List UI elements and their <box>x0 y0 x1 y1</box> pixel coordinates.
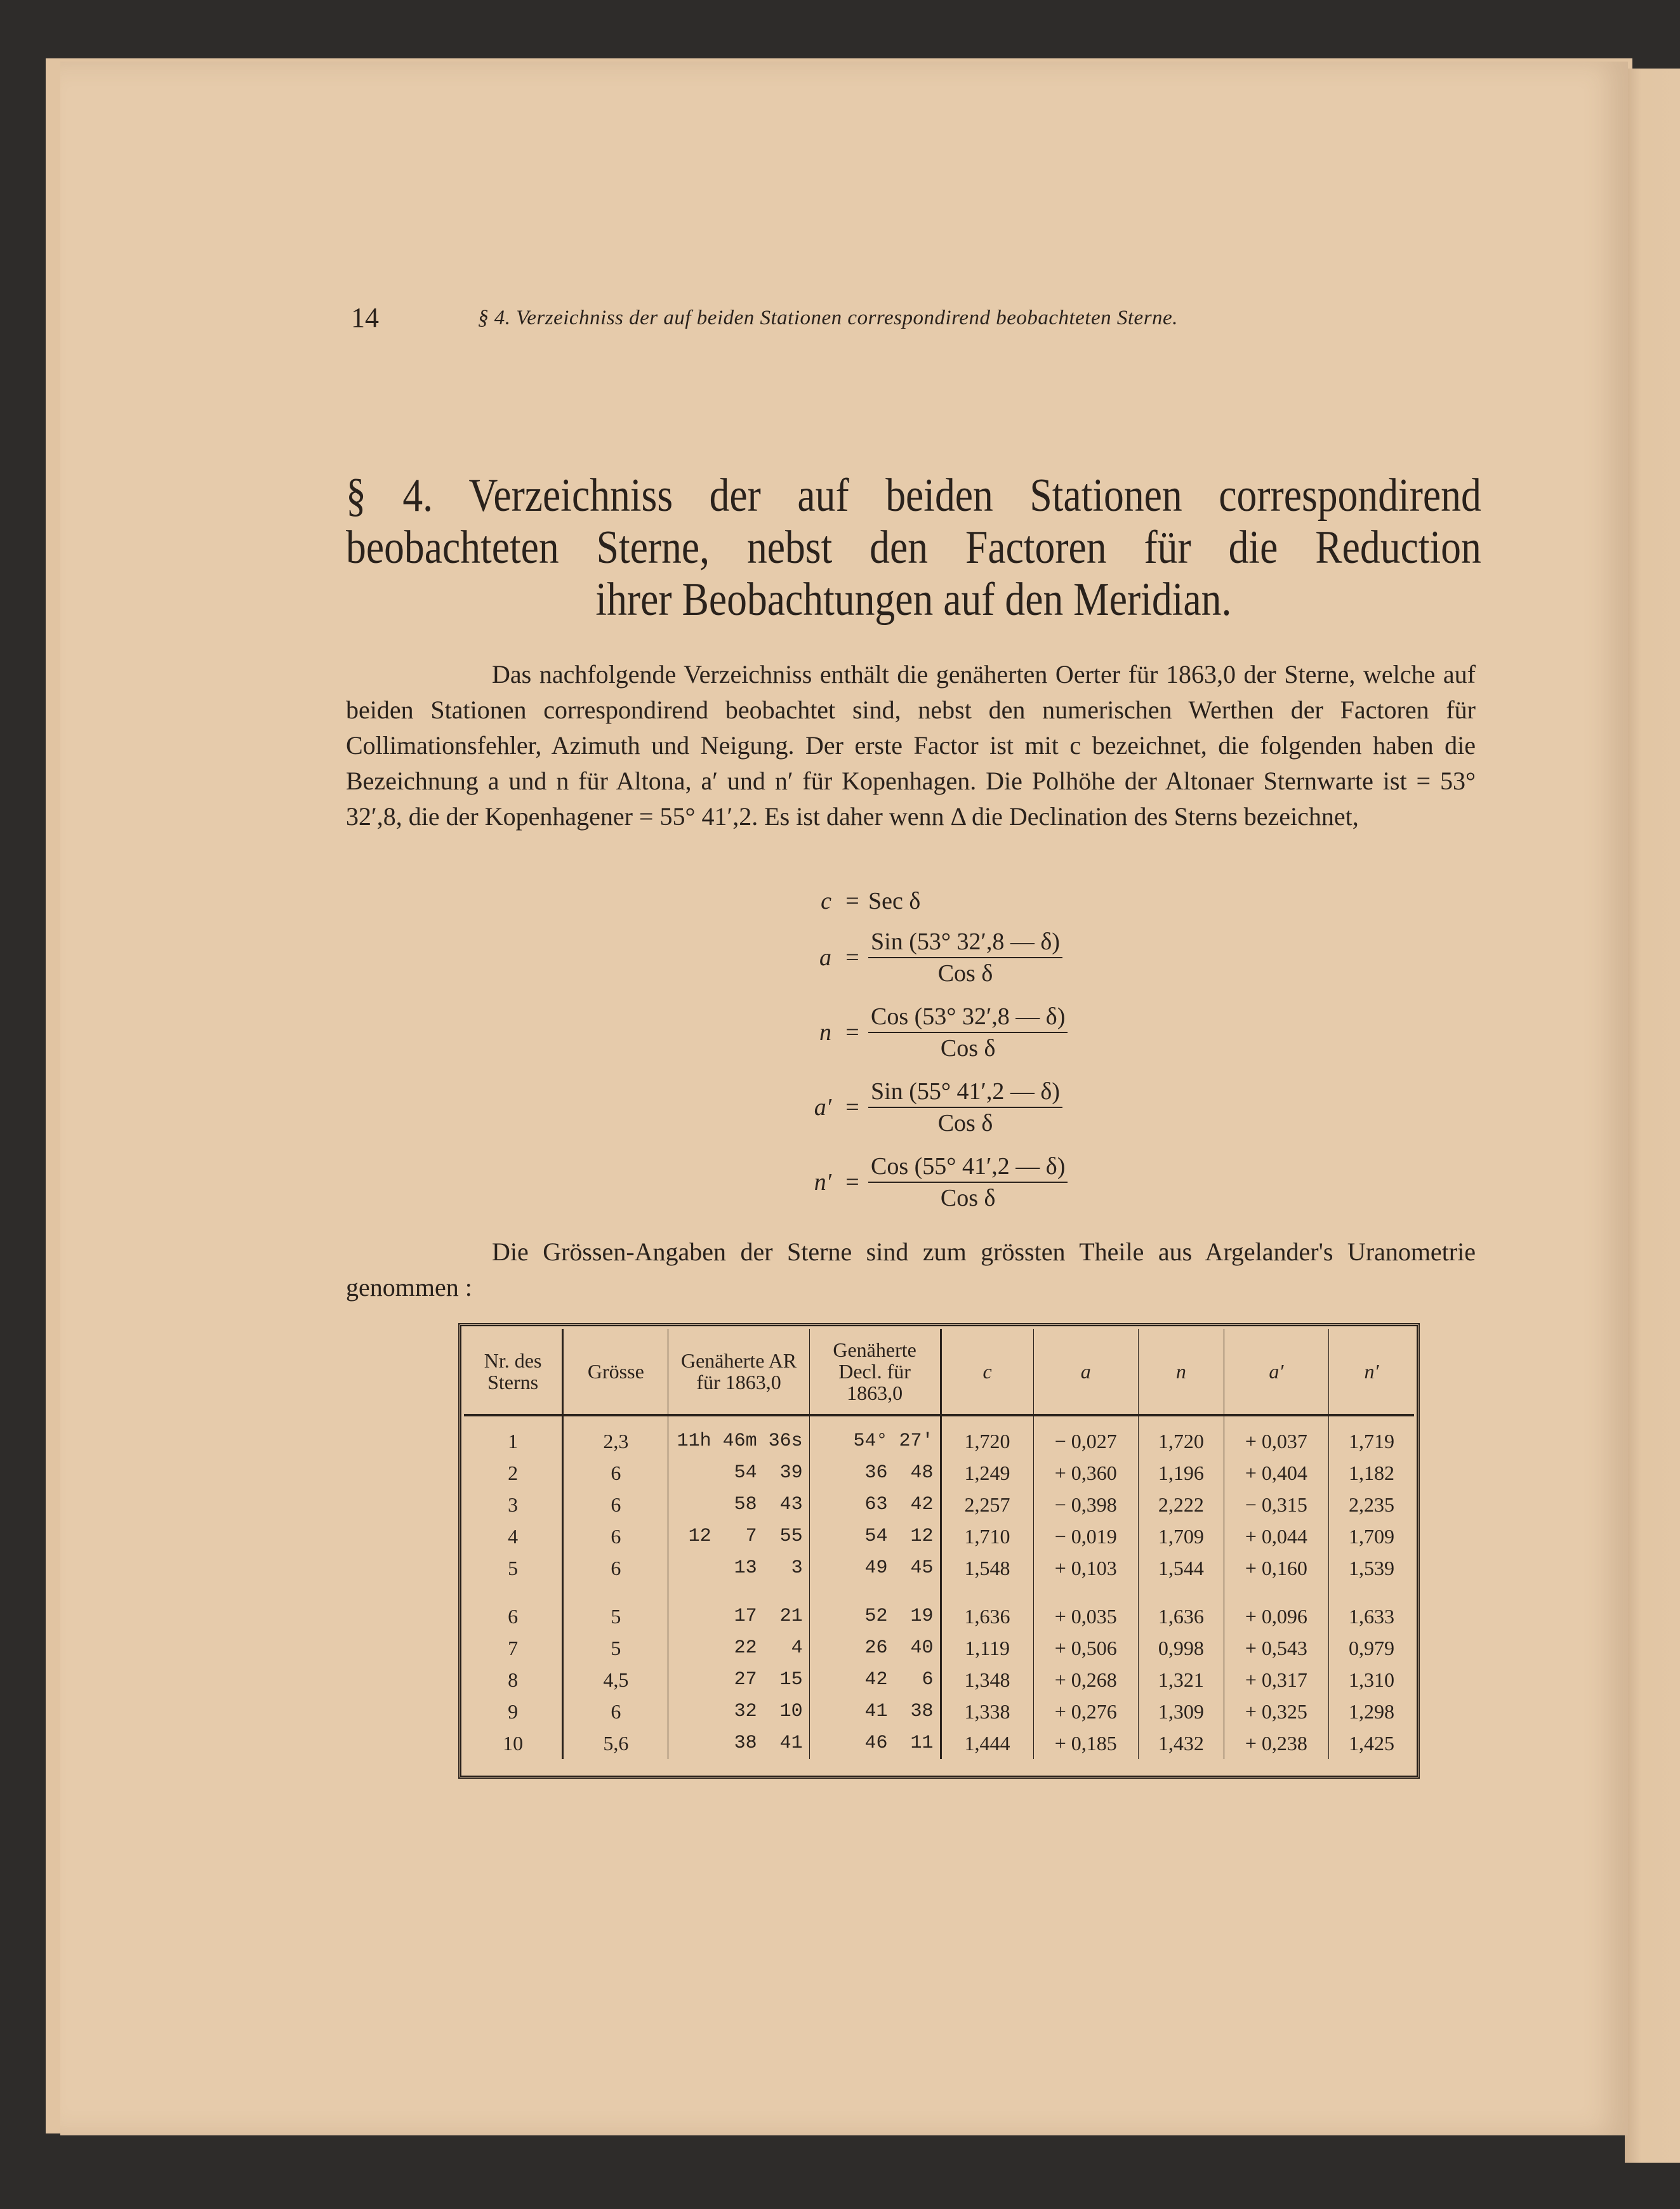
cell-a: + 0,268 <box>1033 1664 1138 1696</box>
cell-a: + 0,185 <box>1033 1727 1138 1759</box>
fraction <box>868 928 1062 987</box>
table-row <box>464 1489 1414 1520</box>
cell-ar: 17 21 <box>668 1584 809 1632</box>
table-row <box>464 1584 1414 1632</box>
cell-groesse: 6 <box>563 1489 668 1520</box>
cell-c: 1,348 <box>941 1664 1033 1696</box>
cell-a-prime: − 0,315 <box>1224 1489 1328 1520</box>
table-header-row <box>464 1329 1414 1415</box>
table-row <box>464 1415 1414 1457</box>
cell-groesse: 6 <box>563 1696 668 1727</box>
formula-n-prime <box>787 1145 1092 1220</box>
title-line-3: ihrer Beobachtungen auf den Meridian. <box>595 574 1232 626</box>
cell-n: 2,222 <box>1138 1489 1224 1520</box>
cell-ar: 27 15 <box>668 1664 809 1696</box>
cell-c: 1,720 <box>941 1415 1033 1457</box>
numerator: Cos (53° 32′,8 — δ) <box>868 1003 1068 1033</box>
col-header-groesse: Grösse <box>563 1329 668 1415</box>
cell-nr: 9 <box>508 1699 519 1723</box>
cell-nr: 5 <box>508 1556 519 1579</box>
cell-c: 1,249 <box>941 1457 1033 1489</box>
running-head: § 4. Verzeichniss der auf beiden Stationen correspondirend beobachteten Sterne. <box>478 307 1178 329</box>
data-table <box>464 1329 1414 1759</box>
cell-c: 1,548 <box>941 1552 1033 1584</box>
formula-n <box>787 995 1092 1070</box>
cell-a-prime: + 0,037 <box>1224 1415 1328 1457</box>
cell-groesse: 4,5 <box>563 1664 668 1696</box>
cell-ar: 11h 46m 36s <box>668 1415 809 1457</box>
table-row <box>464 1664 1414 1696</box>
table-row <box>464 1520 1414 1552</box>
cell-groesse: 6 <box>563 1552 668 1584</box>
cell-decl: 54 12 <box>809 1520 941 1552</box>
cell-n-prime: 1,182 <box>1329 1457 1414 1489</box>
cell-ar: 22 4 <box>668 1632 809 1664</box>
cell-n: 1,544 <box>1138 1552 1224 1584</box>
numerator: Sin (55° 41′,2 — δ) <box>868 1078 1062 1108</box>
cell-n-prime: 1,709 <box>1329 1520 1414 1552</box>
cell-a: + 0,103 <box>1033 1552 1138 1584</box>
cell-decl: 26 40 <box>809 1632 941 1664</box>
table-row <box>464 1552 1414 1584</box>
equals-sign: = <box>845 1019 859 1046</box>
cell-a-prime: + 0,096 <box>1224 1584 1328 1632</box>
cell-c: 1,636 <box>941 1584 1033 1632</box>
cell-a-prime: + 0,543 <box>1224 1632 1328 1664</box>
denominator: Cos δ <box>940 1035 996 1062</box>
cell-ar: 32 10 <box>668 1696 809 1727</box>
intro-text: Das nachfolgende Verzeichniss enthält die genäherten Oerter für 1863,0 der Sterne, welche auf beiden Stationen correspondirend beobachtet sind, nebst den numerischen Werthen der Factoren für Collimationsfehler, Azimuth und Neigung. Der erste Factor ist mit c bezeichnet, die folgenden haben die Bezeichnung a und n für Altona, a′ und n′ für Kopenhagen. Die Polhöhe der Altonaer Sternwarte ist = 53° 32′,8, die der Kopenhagener = 55° 41′,2. Es ist daher wenn Δ die Declination des Sterns bezeichnet, <box>346 660 1476 831</box>
cell-nr: 10 <box>503 1731 524 1755</box>
cell-nr: 2 <box>508 1461 519 1484</box>
cell-groesse: 6 <box>563 1520 668 1552</box>
formula-lhs: n <box>819 1019 831 1046</box>
cell-n: 1,432 <box>1138 1727 1224 1759</box>
cell-nr: 4 <box>508 1524 519 1548</box>
cell-n: 1,309 <box>1138 1696 1224 1727</box>
equals-sign: = <box>845 888 859 914</box>
equals-sign: = <box>845 1169 859 1196</box>
fraction <box>868 1003 1068 1062</box>
numerator: Cos (55° 41′,2 — δ) <box>868 1152 1068 1183</box>
cell-n-prime: 1,425 <box>1329 1727 1414 1759</box>
cell-a: − 0,398 <box>1033 1489 1138 1520</box>
cell-a-prime: + 0,404 <box>1224 1457 1328 1489</box>
col-header-c: c <box>941 1329 1033 1415</box>
cell-ar: 38 41 <box>668 1727 809 1759</box>
cell-decl: 63 42 <box>809 1489 941 1520</box>
cell-a: − 0,019 <box>1033 1520 1138 1552</box>
cell-n: 1,636 <box>1138 1584 1224 1632</box>
cell-decl: 41 38 <box>809 1696 941 1727</box>
cell-a: − 0,027 <box>1033 1415 1138 1457</box>
formula-c <box>787 882 1092 920</box>
formula-block <box>787 882 1092 1220</box>
formula-lhs: a′ <box>814 1094 831 1121</box>
cell-n-prime: 1,633 <box>1329 1584 1414 1632</box>
formula-a-prime <box>787 1070 1092 1145</box>
cell-n-prime: 2,235 <box>1329 1489 1414 1520</box>
cell-a: + 0,360 <box>1033 1457 1138 1489</box>
col-header-n: n <box>1138 1329 1224 1415</box>
col-header-decl: Genäherte Decl. für 1863,0 <box>809 1329 941 1415</box>
cell-n: 1,321 <box>1138 1664 1224 1696</box>
cell-a: + 0,506 <box>1033 1632 1138 1664</box>
cell-decl: 42 6 <box>809 1664 941 1696</box>
cell-nr: 6 <box>508 1604 519 1628</box>
cell-ar: 13 3 <box>668 1552 809 1584</box>
star-table <box>458 1323 1420 1779</box>
col-header-a-prime: a′ <box>1224 1329 1328 1415</box>
denominator: Cos δ <box>937 1110 993 1137</box>
cell-nr: 1 <box>508 1429 519 1453</box>
formula-lhs: c <box>821 888 831 914</box>
cell-decl: 54° 27′ <box>809 1415 941 1457</box>
cell-c: 1,710 <box>941 1520 1033 1552</box>
magnitude-note <box>346 1234 1476 1305</box>
next-page-edge <box>1625 69 1680 2163</box>
fraction <box>868 1152 1068 1212</box>
denominator: Cos δ <box>937 960 993 987</box>
cell-n: 1,720 <box>1138 1415 1224 1457</box>
col-header-a: a <box>1033 1329 1138 1415</box>
intro-paragraph <box>346 657 1476 834</box>
cell-decl: 46 11 <box>809 1727 941 1759</box>
cell-n-prime: 1,719 <box>1329 1415 1414 1457</box>
title-line-1: § 4. Verzeichniss der auf beiden Stationen correspondirend <box>346 470 1481 522</box>
cell-c: 1,444 <box>941 1727 1033 1759</box>
col-header-n-prime: n′ <box>1329 1329 1414 1415</box>
cell-c: 1,119 <box>941 1632 1033 1664</box>
table-row <box>464 1696 1414 1727</box>
cell-ar: 58 43 <box>668 1489 809 1520</box>
fraction <box>868 1078 1062 1137</box>
cell-nr: 7 <box>508 1636 519 1659</box>
formula-lhs: n′ <box>814 1169 831 1196</box>
col-header-ar: Genäherte AR für 1863,0 <box>668 1329 809 1415</box>
magnitude-note-text: Die Grössen-Angaben der Sterne sind zum grössten Theile aus Argelander's Uranometrie genommen : <box>346 1237 1476 1302</box>
table-row <box>464 1727 1414 1759</box>
formula-rhs: Sec δ <box>868 888 921 914</box>
cell-a-prime: + 0,317 <box>1224 1664 1328 1696</box>
cell-nr: 3 <box>508 1493 519 1516</box>
cell-decl: 36 48 <box>809 1457 941 1489</box>
col-header-nr: Nr. des Sterns <box>464 1329 563 1415</box>
cell-n: 1,196 <box>1138 1457 1224 1489</box>
cell-n: 1,709 <box>1138 1520 1224 1552</box>
cell-groesse: 2,3 <box>563 1415 668 1457</box>
equals-sign: = <box>845 944 859 971</box>
cell-ar: 12 7 55 <box>668 1520 809 1552</box>
cell-groesse: 5,6 <box>563 1727 668 1759</box>
cell-n-prime: 1,310 <box>1329 1664 1414 1696</box>
cell-a: + 0,276 <box>1033 1696 1138 1727</box>
cell-groesse: 5 <box>563 1632 668 1664</box>
page-number: 14 <box>351 302 379 333</box>
cell-a-prime: + 0,044 <box>1224 1520 1328 1552</box>
cell-a-prime: + 0,325 <box>1224 1696 1328 1727</box>
title-line-2: beobachteten Sterne, nebst den Factoren für die Reduction <box>346 522 1481 574</box>
cell-decl: 49 45 <box>809 1552 941 1584</box>
cell-c: 2,257 <box>941 1489 1033 1520</box>
cell-n-prime: 0,979 <box>1329 1632 1414 1664</box>
cell-n-prime: 1,539 <box>1329 1552 1414 1584</box>
cell-a: + 0,035 <box>1033 1584 1138 1632</box>
table-row <box>464 1632 1414 1664</box>
cell-nr: 8 <box>508 1668 519 1691</box>
formula-a <box>787 920 1092 995</box>
numerator: Sin (53° 32′,8 — δ) <box>868 928 1062 958</box>
cell-n-prime: 1,298 <box>1329 1696 1414 1727</box>
cell-groesse: 6 <box>563 1457 668 1489</box>
equals-sign: = <box>845 1094 859 1121</box>
cell-decl: 52 19 <box>809 1584 941 1632</box>
cell-groesse: 5 <box>563 1584 668 1632</box>
cell-ar: 54 39 <box>668 1457 809 1489</box>
cell-c: 1,338 <box>941 1696 1033 1727</box>
denominator: Cos δ <box>940 1185 996 1211</box>
cell-n: 0,998 <box>1138 1632 1224 1664</box>
cell-a-prime: + 0,160 <box>1224 1552 1328 1584</box>
formula-lhs: a <box>819 944 831 971</box>
cell-a-prime: + 0,238 <box>1224 1727 1328 1759</box>
table-row <box>464 1457 1414 1489</box>
section-title <box>346 470 1481 626</box>
